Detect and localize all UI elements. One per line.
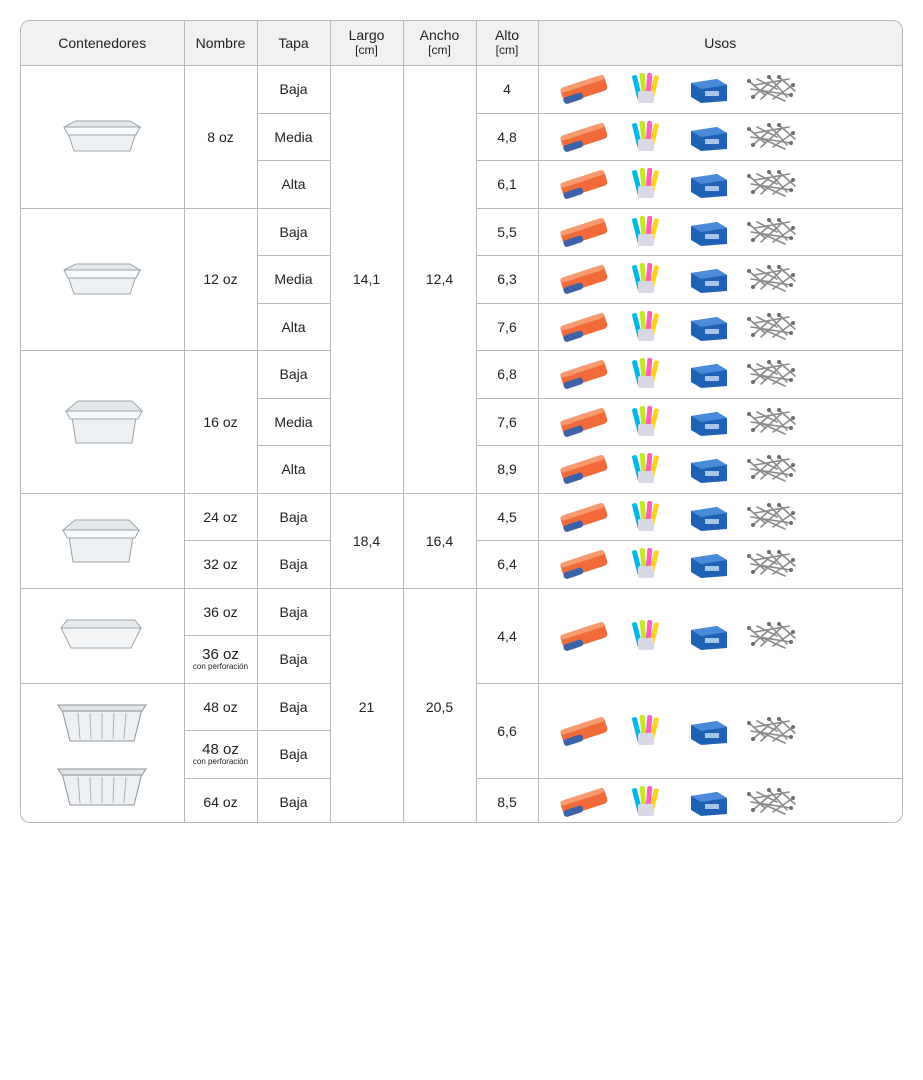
- eraser-icon: [553, 402, 615, 442]
- name-sublabel: con perforación: [192, 756, 249, 766]
- header-row: [21, 21, 902, 66]
- uses-cell: [538, 351, 902, 399]
- uses-icons: [553, 497, 903, 537]
- alto-cell: 4,4: [476, 588, 538, 683]
- nails-icon: [739, 402, 801, 442]
- tapa-cell: Baja: [257, 731, 330, 779]
- alto-cell: 7,6: [476, 303, 538, 351]
- nails-icon: [739, 354, 801, 394]
- tapa-cell: Alta: [257, 161, 330, 209]
- nails-icon: [739, 616, 801, 656]
- highlighters-icon: [615, 544, 677, 584]
- eraser-icon: [553, 449, 615, 489]
- header-largo-unit: [cm]: [355, 43, 378, 57]
- nails-icon: [739, 164, 801, 204]
- tapa-cell: Baja: [257, 683, 330, 731]
- nails-icon: [739, 69, 801, 109]
- container-image-24-32oz: [21, 493, 184, 588]
- pencil-sharpener-icon: [677, 711, 739, 751]
- header-alto: [476, 21, 538, 66]
- uses-cell: [538, 541, 902, 589]
- uses-cell: [538, 113, 902, 161]
- name-cell: 12 oz: [184, 208, 257, 351]
- highlighters-icon: [615, 117, 677, 157]
- pencil-sharpener-icon: [677, 117, 739, 157]
- highlighters-icon: [615, 69, 677, 109]
- eraser-icon: [553, 616, 615, 656]
- pencil-sharpener-icon: [677, 782, 739, 822]
- header-alto-label: Alto: [494, 27, 520, 43]
- uses-icons: [553, 354, 903, 394]
- eraser-icon: [553, 259, 615, 299]
- highlighters-icon: [615, 616, 677, 656]
- pencil-sharpener-icon: [677, 259, 739, 299]
- tapa-cell: Baja: [257, 493, 330, 541]
- header-nombre: Nombre: [184, 21, 257, 66]
- clamshell-container-icon: [60, 258, 144, 298]
- clamshell-container-icon: [60, 115, 144, 155]
- uses-icons: [553, 117, 903, 157]
- uses-icons: [553, 69, 903, 109]
- eraser-icon: [553, 497, 615, 537]
- nails-icon: [739, 212, 801, 252]
- largo-cell: 18,4: [330, 493, 403, 588]
- pencil-sharpener-icon: [677, 544, 739, 584]
- uses-icons: [553, 307, 903, 347]
- container-image-16oz: [21, 351, 184, 494]
- uses-cell: [538, 683, 902, 778]
- header-usos: Usos: [538, 21, 902, 66]
- header-tapa: Tapa: [257, 21, 330, 66]
- name-cell: 32 oz: [184, 541, 257, 589]
- pencil-sharpener-icon: [677, 497, 739, 537]
- alto-cell: 6,8: [476, 351, 538, 399]
- nails-icon: [739, 449, 801, 489]
- tapa-cell: Baja: [257, 778, 330, 823]
- alto-cell: 8,5: [476, 778, 538, 823]
- uses-icons: [553, 212, 903, 252]
- uses-cell: [538, 446, 902, 494]
- tapa-cell: Alta: [257, 303, 330, 351]
- tapa-cell: Media: [257, 256, 330, 304]
- alto-cell: 6,6: [476, 683, 538, 778]
- alto-cell: 4: [476, 66, 538, 114]
- nails-icon: [739, 307, 801, 347]
- uses-icons: [553, 449, 903, 489]
- highlighters-icon: [615, 497, 677, 537]
- name-cell: 16 oz: [184, 351, 257, 494]
- highlighters-icon: [615, 164, 677, 204]
- highlighters-icon: [615, 307, 677, 347]
- name-cell: 36 oz: [184, 588, 257, 636]
- highlighters-icon: [615, 402, 677, 442]
- ribbed-container-icon: [56, 763, 148, 809]
- uses-icons: [553, 164, 903, 204]
- container-image-48-64oz: [21, 683, 184, 823]
- name-cell: [184, 636, 257, 684]
- uses-cell: [538, 161, 902, 209]
- pencil-sharpener-icon: [677, 307, 739, 347]
- highlighters-icon: [615, 449, 677, 489]
- largo-cell: 21: [330, 588, 403, 823]
- header-contenedores: Contenedores: [21, 21, 184, 66]
- pencil-sharpener-icon: [677, 449, 739, 489]
- pencil-sharpener-icon: [677, 69, 739, 109]
- pencil-sharpener-icon: [677, 212, 739, 252]
- highlighters-icon: [615, 259, 677, 299]
- uses-cell: [538, 66, 902, 114]
- uses-cell: [538, 208, 902, 256]
- tapa-cell: Alta: [257, 446, 330, 494]
- alto-cell: 6,4: [476, 541, 538, 589]
- nails-icon: [739, 259, 801, 299]
- name-cell: [184, 731, 257, 779]
- uses-cell: [538, 303, 902, 351]
- alto-cell: 6,1: [476, 161, 538, 209]
- uses-icons: [553, 616, 903, 656]
- uses-cell: [538, 398, 902, 446]
- nails-icon: [739, 497, 801, 537]
- tapa-cell: Media: [257, 398, 330, 446]
- name-label: 36 oz: [202, 645, 239, 663]
- name-cell: 8 oz: [184, 66, 257, 209]
- nails-icon: [739, 117, 801, 157]
- name-sublabel: con perforación: [192, 661, 249, 671]
- uses-icons: [553, 402, 903, 442]
- eraser-icon: [553, 212, 615, 252]
- table-row: [21, 588, 902, 636]
- pencil-sharpener-icon: [677, 354, 739, 394]
- alto-cell: 4,5: [476, 493, 538, 541]
- header-largo-label: Largo: [348, 27, 385, 43]
- header-largo: [330, 21, 403, 66]
- header-ancho-label: Ancho: [419, 27, 460, 43]
- eraser-icon: [553, 544, 615, 584]
- ancho-cell: 16,4: [403, 493, 476, 588]
- name-cell: 24 oz: [184, 493, 257, 541]
- container-image-12oz: [21, 208, 184, 351]
- pencil-sharpener-icon: [677, 164, 739, 204]
- largo-cell: 14,1: [330, 66, 403, 494]
- square-container-icon: [57, 614, 147, 654]
- alto-cell: 8,9: [476, 446, 538, 494]
- uses-icons: [553, 782, 903, 822]
- ribbed-container-icon: [56, 699, 148, 745]
- tapa-cell: Baja: [257, 588, 330, 636]
- table-row: [21, 66, 902, 114]
- nails-icon: [739, 711, 801, 751]
- ancho-cell: 20,5: [403, 588, 476, 823]
- container-image-36oz: [21, 588, 184, 683]
- uses-cell: [538, 778, 902, 823]
- highlighters-icon: [615, 711, 677, 751]
- uses-icons: [553, 259, 903, 299]
- uses-cell: [538, 256, 902, 304]
- pencil-sharpener-icon: [677, 402, 739, 442]
- eraser-icon: [553, 69, 615, 109]
- name-label: 48 oz: [202, 740, 239, 758]
- eraser-icon: [553, 164, 615, 204]
- header-alto-unit: [cm]: [495, 43, 519, 57]
- highlighters-icon: [615, 782, 677, 822]
- eraser-icon: [553, 711, 615, 751]
- uses-icons: [553, 544, 903, 584]
- nails-icon: [739, 782, 801, 822]
- name-cell: 64 oz: [184, 778, 257, 823]
- tapa-cell: Baja: [257, 208, 330, 256]
- eraser-icon: [553, 354, 615, 394]
- highlighters-icon: [615, 212, 677, 252]
- tapa-cell: Baja: [257, 541, 330, 589]
- container-image-8oz: [21, 66, 184, 209]
- ancho-cell: 12,4: [403, 66, 476, 494]
- nails-icon: [739, 544, 801, 584]
- table-row: [21, 493, 902, 541]
- alto-cell: 7,6: [476, 398, 538, 446]
- alto-cell: 4,8: [476, 113, 538, 161]
- eraser-icon: [553, 782, 615, 822]
- uses-icons: [553, 711, 903, 751]
- header-ancho: [403, 21, 476, 66]
- header-ancho-unit: [cm]: [428, 43, 451, 57]
- tapa-cell: Baja: [257, 351, 330, 399]
- highlighters-icon: [615, 354, 677, 394]
- name-cell: 48 oz: [184, 683, 257, 731]
- pencil-sharpener-icon: [677, 616, 739, 656]
- product-table: [20, 20, 903, 823]
- uses-cell: [538, 493, 902, 541]
- eraser-icon: [553, 117, 615, 157]
- alto-cell: 5,5: [476, 208, 538, 256]
- tall-clamshell-container-icon: [57, 514, 147, 564]
- uses-cell: [538, 588, 902, 683]
- tall-clamshell-container-icon: [60, 395, 144, 445]
- eraser-icon: [553, 307, 615, 347]
- tapa-cell: Media: [257, 113, 330, 161]
- tapa-cell: Baja: [257, 636, 330, 684]
- alto-cell: 6,3: [476, 256, 538, 304]
- tapa-cell: Baja: [257, 66, 330, 114]
